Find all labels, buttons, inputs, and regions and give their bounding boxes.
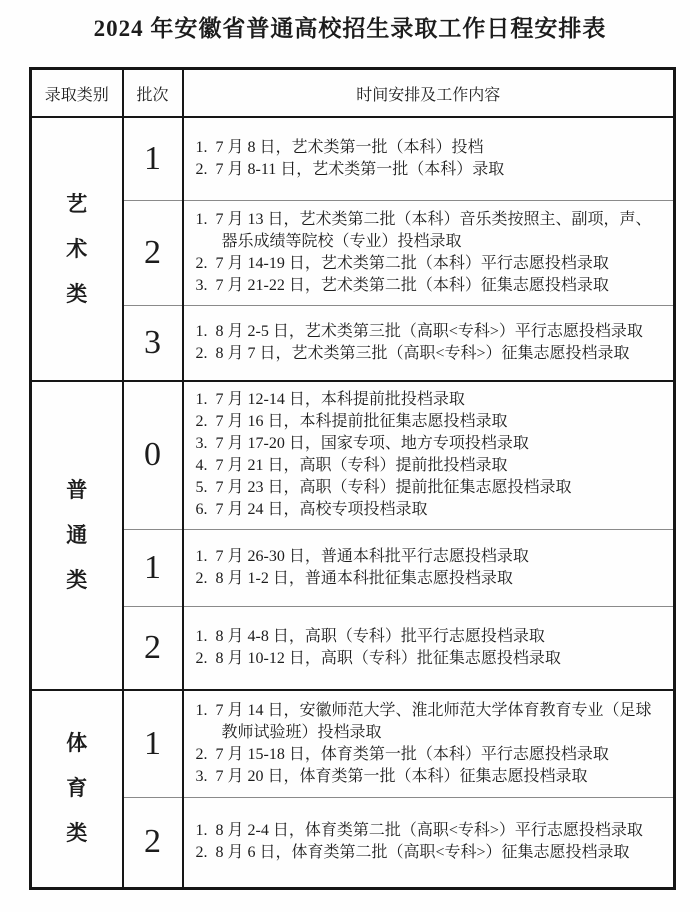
category-char: 术 [66, 236, 88, 261]
table-header-row [31, 69, 675, 118]
schedule-item: 2. 7 月 14-19 日，艺术类第二批（本科）平行志愿投档录取 [195, 254, 609, 272]
category-char: 类 [66, 821, 88, 846]
schedule-item: 1. 7 月 14 日，安徽师范大学、淮北师范大学体育教育专业（足球教师试验班）投档录取 [195, 701, 652, 741]
schedule-item: 2. 8 月 1-2 日，普通本科批征集志愿投档录取 [195, 569, 513, 587]
batch-number: 0 [123, 381, 183, 529]
admission-schedule-table [29, 67, 676, 890]
schedule-cell [183, 606, 675, 690]
schedule-item: 1. 8 月 2-5 日，艺术类第三批（高职<专科>）平行志愿投档录取 [195, 322, 643, 340]
category-char: 育 [66, 776, 88, 801]
batch-number: 3 [123, 305, 183, 381]
table-row [31, 117, 675, 200]
schedule-cell [183, 200, 675, 305]
schedule-item: 5. 7 月 23 日，高职（专科）提前批征集志愿投档录取 [195, 479, 572, 497]
batch-number: 1 [123, 690, 183, 797]
schedule-item: 1. 7 月 26-30 日，普通本科批平行志愿投档录取 [195, 547, 529, 565]
header-batch: 批次 [123, 69, 183, 118]
category-char: 体 [66, 731, 88, 756]
schedule-item: 6. 7 月 24 日，高校专项投档录取 [195, 501, 428, 519]
category-char: 类 [66, 281, 88, 306]
schedule-item: 2. 7 月 16 日，本科提前批征集志愿投档录取 [195, 413, 508, 431]
table-row [31, 529, 675, 606]
schedule-item: 2. 7 月 15-18 日，体育类第一批（本科）平行志愿投档录取 [195, 745, 609, 763]
schedule-cell [183, 381, 675, 529]
batch-number: 1 [123, 529, 183, 606]
schedule-item: 3. 7 月 21-22 日，艺术类第二批（本科）征集志愿投档录取 [195, 276, 609, 294]
schedule-item: 2. 7 月 8-11 日，艺术类第一批（本科）录取 [195, 160, 505, 178]
category-char: 类 [66, 568, 88, 592]
schedule-cell [183, 305, 675, 381]
schedule-item: 1. 8 月 2-4 日，体育类第二批（高职<专科>）平行志愿投档录取 [195, 822, 643, 839]
schedule-item: 4. 7 月 21 日，高职（专科）提前批投档录取 [195, 457, 508, 475]
schedule-item: 2. 8 月 7 日，艺术类第三批（高职<专科>）征集志愿投档录取 [195, 344, 630, 362]
schedule-cell [183, 117, 675, 200]
table-row [31, 797, 675, 888]
batch-number: 2 [123, 606, 183, 690]
page-title: 2024 年安徽省普通高校招生录取工作日程安排表 [93, 16, 607, 41]
category-char: 普 [66, 478, 88, 502]
schedule-item: 2. 8 月 10-12 日，高职（专科）批征集志愿投档录取 [195, 649, 561, 667]
category-char: 通 [66, 523, 88, 547]
table-row [31, 381, 675, 529]
header-category: 录取类别 [31, 69, 123, 118]
schedule-cell [183, 690, 675, 797]
schedule-item: 1. 7 月 8 日，艺术类第一批（本科）投档 [195, 138, 484, 156]
batch-number: 2 [123, 797, 183, 888]
category-label-sports [31, 690, 123, 888]
schedule-item: 2. 8 月 6 日，体育类第二批（高职<专科>）征集志愿投档录取 [195, 844, 630, 861]
batch-number: 2 [123, 200, 183, 305]
schedule-item: 3. 7 月 20 日，体育类第一批（本科）征集志愿投档录取 [195, 767, 588, 785]
category-char: 艺 [66, 191, 88, 216]
schedule-cell [183, 529, 675, 606]
schedule-item: 1. 7 月 12-14 日，本科提前批投档录取 [195, 391, 465, 409]
table-row [31, 606, 675, 690]
table-row [31, 305, 675, 381]
header-content: 时间安排及工作内容 [183, 69, 675, 118]
category-label-art [31, 117, 123, 381]
schedule-cell [183, 797, 675, 888]
table-row [31, 200, 675, 305]
schedule-item: 1. 7 月 13 日，艺术类第二批（本科）音乐类按照主、副项，声、器乐成绩等院校（专业）投档录取 [195, 210, 652, 250]
schedule-item: 3. 7 月 17-20 日，国家专项、地方专项投档录取 [195, 435, 529, 453]
category-label-general [31, 381, 123, 690]
schedule-item: 1. 8 月 4-8 日，高职（专科）批平行志愿投档录取 [195, 627, 545, 645]
batch-number: 1 [123, 117, 183, 200]
table-row [31, 690, 675, 797]
